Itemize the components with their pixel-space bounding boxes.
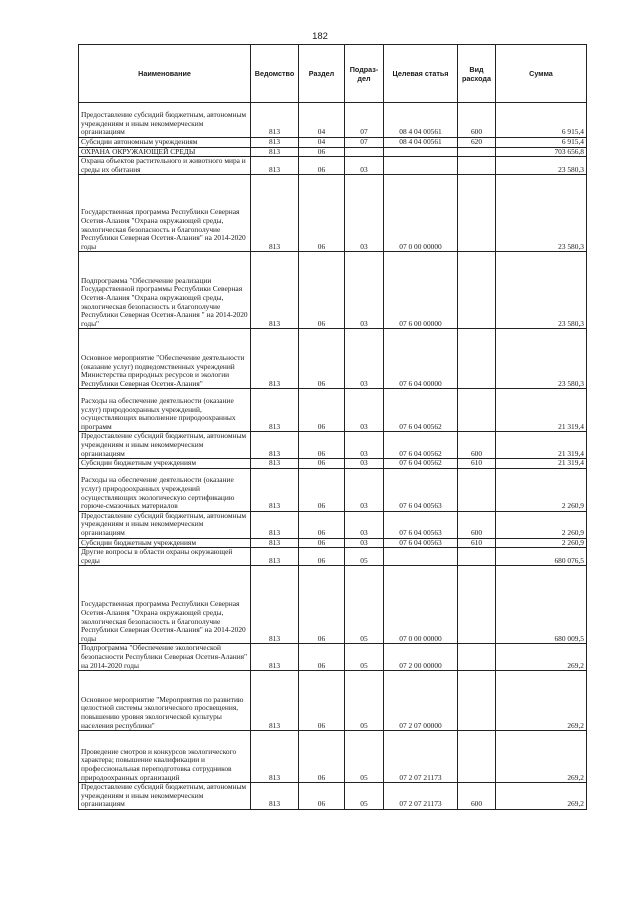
cell-dept: 813 xyxy=(251,548,299,566)
cell-subsection: 05 xyxy=(345,644,384,671)
cell-target: 07 6 04 00562 xyxy=(384,389,458,432)
table-row xyxy=(79,468,587,511)
cell-amount: 2 260,9 xyxy=(496,511,587,538)
cell-name: Предоставление субсидий бюджетным, автономным учреждениям и иным некоммерческим организациям xyxy=(79,511,251,538)
table-row xyxy=(79,138,587,148)
cell-name: Предоставление субсидий бюджетным, автономным учреждениям и иным некоммерческим организациям xyxy=(79,432,251,459)
cell-target: 08 4 04 00561 xyxy=(384,138,458,148)
cell-section: 06 xyxy=(299,671,345,731)
cell-subsection: 05 xyxy=(345,548,384,566)
cell-target: 07 6 00 00000 xyxy=(384,252,458,329)
cell-subsection: 05 xyxy=(345,731,384,783)
cell-dept: 813 xyxy=(251,783,299,810)
cell-amount: 21 319,4 xyxy=(496,432,587,459)
cell-exp-type: 600 xyxy=(458,511,496,538)
cell-amount: 23 580,3 xyxy=(496,175,587,252)
table-row xyxy=(79,389,587,432)
table-header-row xyxy=(79,45,587,103)
cell-exp-type xyxy=(458,671,496,731)
cell-exp-type: 620 xyxy=(458,138,496,148)
cell-target: 07 0 00 00000 xyxy=(384,566,458,644)
cell-subsection: 07 xyxy=(345,138,384,148)
cell-dept: 813 xyxy=(251,175,299,252)
cell-target: 07 6 04 00563 xyxy=(384,538,458,548)
cell-dept: 813 xyxy=(251,147,299,157)
cell-dept: 813 xyxy=(251,157,299,175)
cell-amount: 269,2 xyxy=(496,644,587,671)
cell-subsection: 05 xyxy=(345,566,384,644)
cell-amount: 2 260,9 xyxy=(496,538,587,548)
cell-name: Предоставление субсидий бюджетным, автономным учреждениям и иным некоммерческим организациям xyxy=(79,783,251,810)
header-section: Раздел xyxy=(299,45,345,103)
cell-section: 06 xyxy=(299,538,345,548)
cell-subsection xyxy=(345,147,384,157)
cell-section: 06 xyxy=(299,147,345,157)
cell-subsection: 05 xyxy=(345,783,384,810)
cell-dept: 813 xyxy=(251,671,299,731)
cell-section: 06 xyxy=(299,389,345,432)
cell-name: Расходы на обеспечение деятельности (оказание услуг) природоохранных учреждений осуществляющих экологическую сертификацию горюче-смазочных материалов xyxy=(79,468,251,511)
cell-subsection: 03 xyxy=(345,432,384,459)
table-row xyxy=(79,548,587,566)
table-row xyxy=(79,731,587,783)
cell-target xyxy=(384,157,458,175)
cell-name: Другие вопросы в области охраны окружающей среды xyxy=(79,548,251,566)
cell-amount: 23 580,3 xyxy=(496,157,587,175)
table-row xyxy=(79,103,587,138)
cell-subsection: 03 xyxy=(345,252,384,329)
cell-name: Субсидии бюджетным учреждениям xyxy=(79,538,251,548)
table-row xyxy=(79,783,587,810)
cell-target: 07 0 00 00000 xyxy=(384,175,458,252)
cell-section: 06 xyxy=(299,783,345,810)
cell-target: 07 6 04 00000 xyxy=(384,329,458,389)
cell-exp-type xyxy=(458,389,496,432)
cell-subsection: 03 xyxy=(345,459,384,469)
cell-target xyxy=(384,548,458,566)
header-subsection: Подраз-дел xyxy=(345,45,384,103)
cell-amount: 703 656,8 xyxy=(496,147,587,157)
cell-dept: 813 xyxy=(251,103,299,138)
cell-subsection: 03 xyxy=(345,389,384,432)
cell-section: 06 xyxy=(299,252,345,329)
header-dept: Ведомство xyxy=(251,45,299,103)
cell-subsection: 03 xyxy=(345,175,384,252)
cell-amount: 2 260,9 xyxy=(496,468,587,511)
cell-name: Субсидии бюджетным учреждениям xyxy=(79,459,251,469)
cell-name: Расходы на обеспечение деятельности (оказание услуг) природоохранных учреждений, осуществляющих выполнение природоохранных программ xyxy=(79,389,251,432)
cell-target: 07 2 00 00000 xyxy=(384,644,458,671)
cell-subsection: 03 xyxy=(345,538,384,548)
cell-amount: 21 319,4 xyxy=(496,389,587,432)
cell-section: 06 xyxy=(299,175,345,252)
table-row xyxy=(79,644,587,671)
header-amount: Сумма xyxy=(496,45,587,103)
cell-exp-type: 600 xyxy=(458,432,496,459)
cell-amount: 23 580,3 xyxy=(496,252,587,329)
cell-exp-type xyxy=(458,548,496,566)
cell-exp-type: 600 xyxy=(458,103,496,138)
cell-name: Предоставление субсидий бюджетным, автономным учреждениям и иным некоммерческим организациям xyxy=(79,103,251,138)
cell-dept: 813 xyxy=(251,644,299,671)
cell-exp-type xyxy=(458,252,496,329)
table-row xyxy=(79,671,587,731)
cell-exp-type: 600 xyxy=(458,783,496,810)
cell-section: 06 xyxy=(299,548,345,566)
table-row xyxy=(79,252,587,329)
table-row xyxy=(79,175,587,252)
cell-exp-type: 610 xyxy=(458,538,496,548)
cell-target: 07 6 04 00563 xyxy=(384,511,458,538)
cell-section: 06 xyxy=(299,644,345,671)
cell-amount: 269,2 xyxy=(496,671,587,731)
cell-section: 06 xyxy=(299,157,345,175)
cell-dept: 813 xyxy=(251,731,299,783)
cell-dept: 813 xyxy=(251,566,299,644)
cell-dept: 813 xyxy=(251,329,299,389)
cell-section: 06 xyxy=(299,468,345,511)
cell-name: Подпрограмма "Обеспечение реализации Государственной программы Республики Северная Осетия-Алания "Охрана окружающей среды, экологическая безопасность и благополучие Республики Северная Осетия-Алания " на 2014-2020 годы" xyxy=(79,252,251,329)
cell-amount: 21 319,4 xyxy=(496,459,587,469)
cell-subsection: 03 xyxy=(345,157,384,175)
cell-exp-type xyxy=(458,731,496,783)
cell-name: Проведение смотров и конкурсов экологического характера; повышение квалификации и профессиональная переподготовка сотрудников природоохранных организаций xyxy=(79,731,251,783)
cell-exp-type: 610 xyxy=(458,459,496,469)
cell-dept: 813 xyxy=(251,252,299,329)
cell-name: Государственная программа Республики Северная Осетия-Алания "Охрана окружающей среды, экологическая безопасность и благополучие Республики Северная Осетия-Алания" на 2014-2020 годы xyxy=(79,175,251,252)
cell-section: 06 xyxy=(299,566,345,644)
cell-amount: 23 580,3 xyxy=(496,329,587,389)
cell-dept: 813 xyxy=(251,459,299,469)
cell-exp-type xyxy=(458,175,496,252)
cell-subsection: 03 xyxy=(345,468,384,511)
cell-name: Подпрограмма "Обеспечение экологической безопасности Республики Северная Осетия-Алания" на 2014-2020 годы xyxy=(79,644,251,671)
cell-target: 07 6 04 00562 xyxy=(384,432,458,459)
cell-section: 04 xyxy=(299,103,345,138)
cell-subsection: 03 xyxy=(345,329,384,389)
cell-dept: 813 xyxy=(251,468,299,511)
cell-dept: 813 xyxy=(251,511,299,538)
cell-target xyxy=(384,147,458,157)
header-name: Наименование xyxy=(79,45,251,103)
cell-dept: 813 xyxy=(251,389,299,432)
cell-section: 06 xyxy=(299,511,345,538)
cell-exp-type xyxy=(458,329,496,389)
cell-target: 07 2 07 00000 xyxy=(384,671,458,731)
cell-name: ОХРАНА ОКРУЖАЮЩЕЙ СРЕДЫ xyxy=(79,147,251,157)
cell-section: 04 xyxy=(299,138,345,148)
cell-target: 07 2 07 21173 xyxy=(384,731,458,783)
table-row xyxy=(79,432,587,459)
cell-name: Охрана объектов растительного и животного мира и среды их обитания xyxy=(79,157,251,175)
cell-dept: 813 xyxy=(251,432,299,459)
cell-dept: 813 xyxy=(251,538,299,548)
cell-name: Основное мероприятие "Мероприятия по развитию целостной системы экологического просвещения, повышению уровня экологической культуры населения республики" xyxy=(79,671,251,731)
cell-exp-type xyxy=(458,147,496,157)
table-row xyxy=(79,157,587,175)
cell-amount: 680 076,5 xyxy=(496,548,587,566)
cell-name: Субсидии автономным учреждениям xyxy=(79,138,251,148)
cell-amount: 6 915,4 xyxy=(496,103,587,138)
table-row xyxy=(79,511,587,538)
cell-name: Государственная программа Республики Северная Осетия-Алания "Охрана окружающей среды, экологическая безопасность и благополучие Республики Северная Осетия-Алания" на 2014-2020 годы xyxy=(79,566,251,644)
cell-section: 06 xyxy=(299,329,345,389)
cell-section: 06 xyxy=(299,432,345,459)
cell-subsection: 05 xyxy=(345,671,384,731)
cell-exp-type xyxy=(458,157,496,175)
cell-section: 06 xyxy=(299,459,345,469)
cell-target: 07 6 04 00563 xyxy=(384,468,458,511)
cell-exp-type xyxy=(458,644,496,671)
table-row xyxy=(79,459,587,469)
cell-target: 07 6 04 00562 xyxy=(384,459,458,469)
cell-target: 07 2 07 21173 xyxy=(384,783,458,810)
cell-amount: 269,2 xyxy=(496,783,587,810)
header-exp-type: Вид расхода xyxy=(458,45,496,103)
table-row xyxy=(79,566,587,644)
cell-exp-type xyxy=(458,566,496,644)
cell-section: 06 xyxy=(299,731,345,783)
cell-subsection: 03 xyxy=(345,511,384,538)
cell-dept: 813 xyxy=(251,138,299,148)
cell-exp-type xyxy=(458,468,496,511)
cell-subsection: 07 xyxy=(345,103,384,138)
page-number: 182 xyxy=(312,31,328,42)
header-target: Целевая статья xyxy=(384,45,458,103)
cell-amount: 680 009,5 xyxy=(496,566,587,644)
cell-amount: 269,2 xyxy=(496,731,587,783)
cell-target: 08 4 04 00561 xyxy=(384,103,458,138)
table-row xyxy=(79,329,587,389)
cell-name: Основное мероприятие "Обеспечение деятельности (оказание услуг) подведомственных учреждений Министерства природных ресурсов и экологии Республики Северная Осетия-Алания" xyxy=(79,329,251,389)
budget-table xyxy=(78,44,587,810)
cell-amount: 6 915,4 xyxy=(496,138,587,148)
